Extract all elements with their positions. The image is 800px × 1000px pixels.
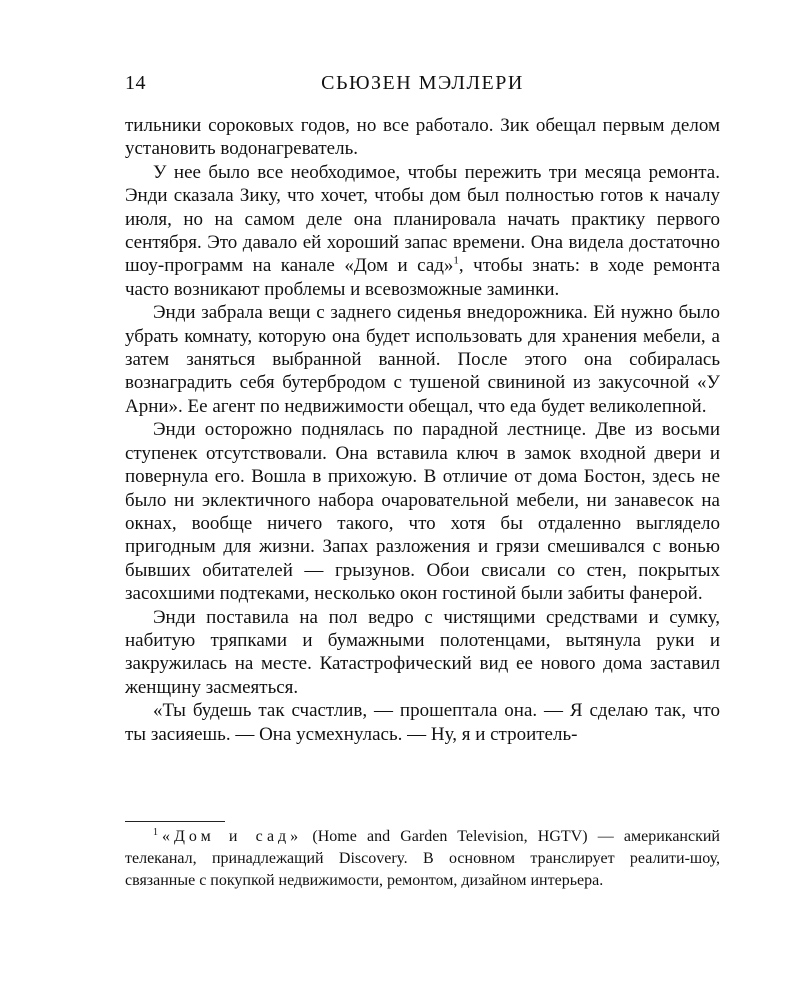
footnote-marker: 1 (153, 826, 158, 838)
footnote-reference: 1 (453, 255, 459, 268)
running-head (125, 72, 720, 98)
footnote-term: «Дом и сад» (162, 828, 303, 845)
header-author: СЬЮЗЕН МЭЛЛЕРИ (321, 72, 524, 94)
paragraph-4: Энди осторожно поднялась по парадной лестнице. Две из восьми ступенек отсутствовали. Она вставила ключ в замок входной двери и повернула его. Вошла в прихожую. В отличие от дома Бостон, здесь не было ни эклектичного набора очаровательной мебели, ни занавесок на окнах, вообще ничего такого, что хотя бы отдаленно выглядело пригодным для жизни. Запах разложения и грязи смешивался с вонью бывших обитателей — грызунов. Обои свисали со стен, покрытых засохшими подтеками, несколько окон гостиной были забиты фанерой. (125, 419, 720, 605)
paragraph-1: тильники сороковых годов, но все работало. Зик обещал первым делом установить водонагреватель. (125, 115, 720, 160)
body-text (125, 114, 720, 746)
paragraph-5: Энди поставила на пол ведро с чистящими средствами и сумку, набитую тряпками и бумажными полотенцами, вытянула руки и закружилась на месте. Катастрофический вид ее нового дома заставил женщину засмеяться. (125, 606, 720, 698)
paragraph-2 (125, 161, 720, 301)
paragraph-2-tail: , чтобы знать: в ходе ремонта часто возникают проблемы и всевозможные заминки. (125, 255, 720, 300)
footnote-text: (Home and Garden Television, HGTV) — американский телеканал, принадлежащий Discovery. В основном транслирует реалити-шоу, связанные с покупкой недвижимости, ремонтом, дизайном интерьера. (125, 828, 720, 889)
paragraph-2-text: У нее было все необходимое, чтобы пережить три месяца ремонта. Энди сказала Зику, что хочет, чтобы дом был полностью готов к началу июля, но на самом деле она планировала начать практику первого сентября. Это давало ей хороший запас времени. Она видела достаточно шоу-программ на канале «Дом и сад» (125, 161, 720, 277)
page-number: 14 (125, 72, 146, 94)
footnote-divider (125, 821, 225, 822)
footnote (125, 826, 720, 892)
paragraph-6: «Ты будешь так счастлив, — прошептала она. — Я сделаю так, что ты засияешь. — Она усмехнулась. — Ну, я и строитель- (125, 700, 720, 745)
paragraph-3: Энди забрала вещи с заднего сиденья внедорожника. Ей нужно было убрать комнату, которую она будет использовать для хранения мебели, а затем заняться выбранной ванной. После этого она собиралась вознаградить себя бутербродом с тушеной свининой из закусочной «У Арни». Ее агент по недвижимости обещал, что еда будет великолепной. (125, 302, 720, 417)
